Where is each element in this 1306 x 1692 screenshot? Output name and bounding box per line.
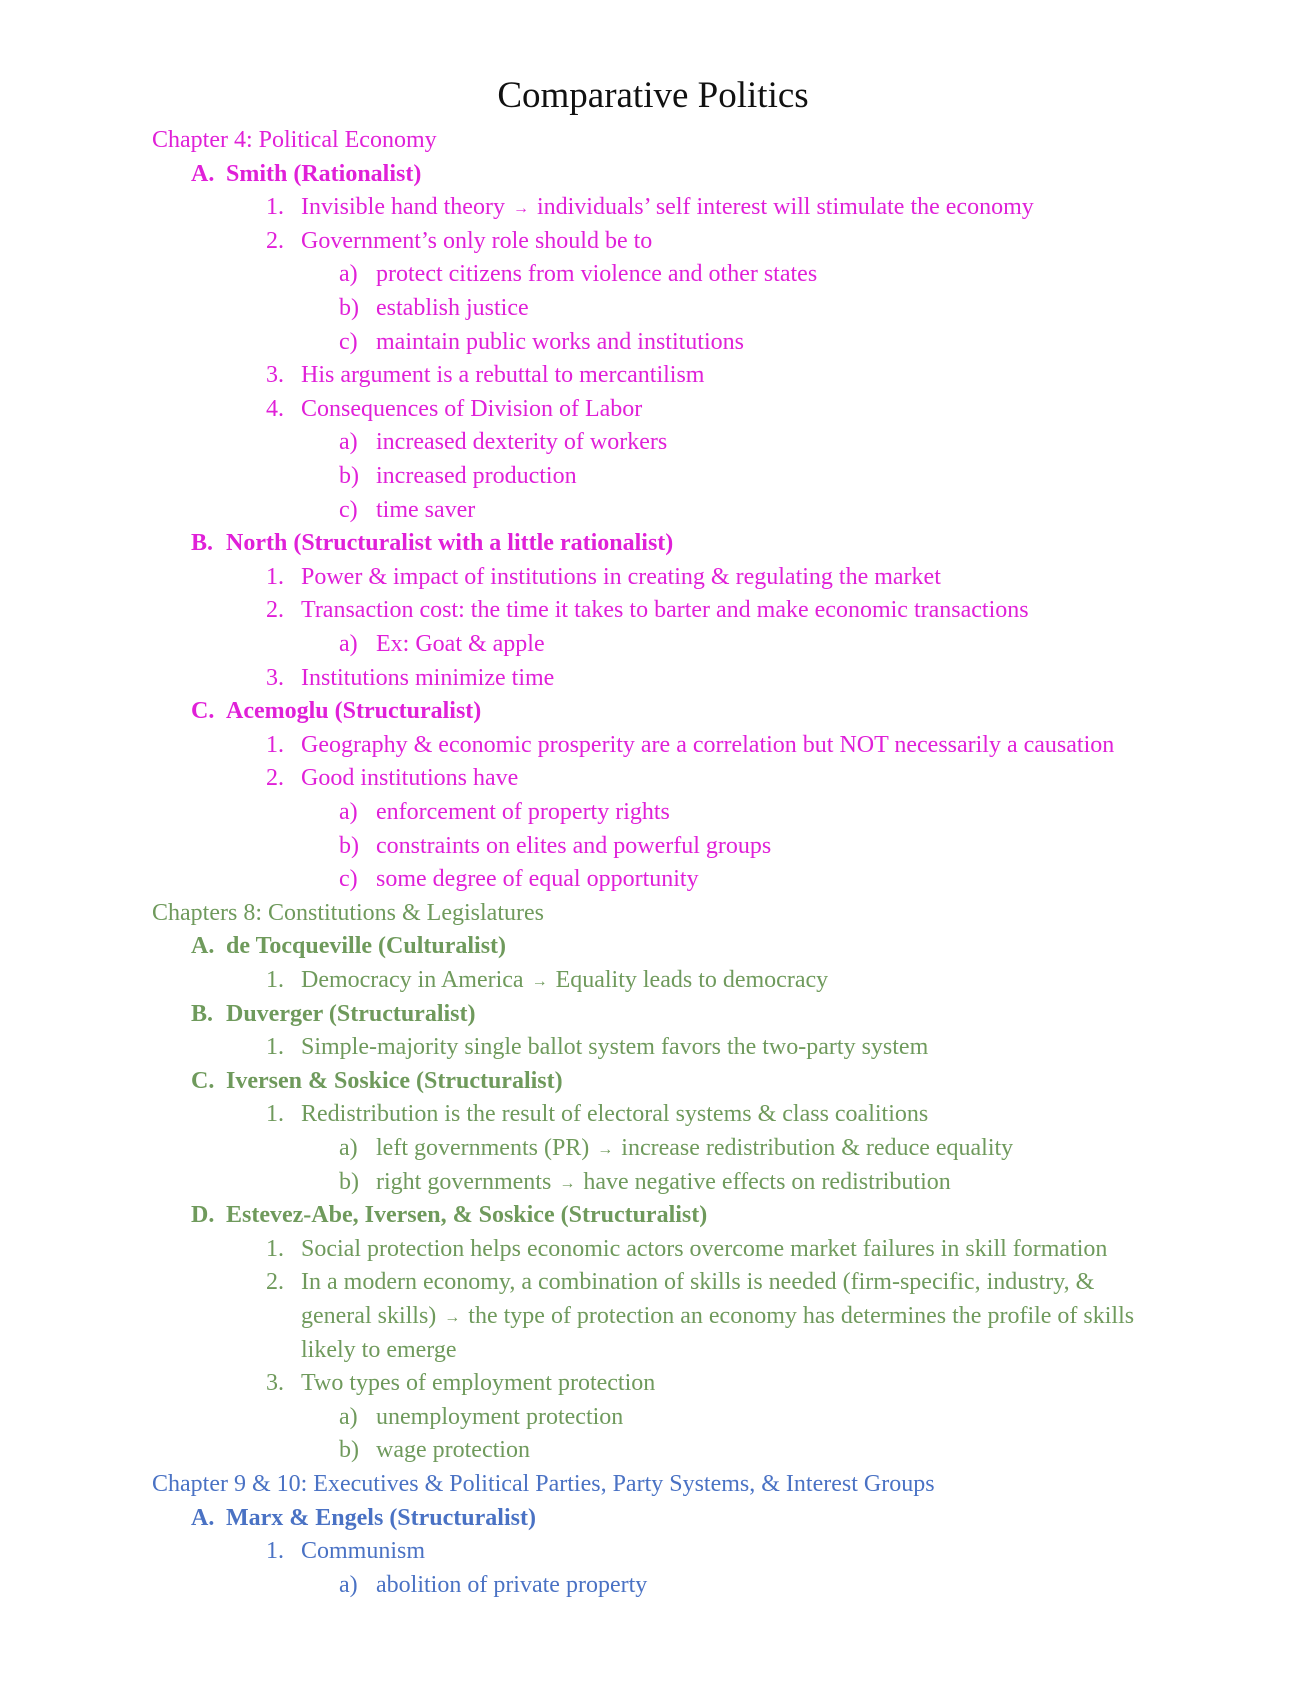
outline-text <box>301 358 704 392</box>
outline-text <box>301 1299 1134 1335</box>
outline-text-after-arrow: the type of protection an economy has determines the profile of skills <box>468 1303 1135 1329</box>
outline-text <box>301 560 941 594</box>
outline-marker: c) <box>339 496 358 523</box>
outline-marker: A. <box>191 933 215 960</box>
outline-text-main: Institutions minimize time <box>301 664 555 691</box>
outline-marker: b) <box>339 1437 359 1464</box>
outline-text-main: likely to emerge <box>301 1336 457 1363</box>
outline-marker: A. <box>191 1504 215 1531</box>
outline-text <box>376 862 699 896</box>
outline-text-main: Estevez-Abe, Iversen, & Soskice (Structuralist) <box>226 1202 708 1229</box>
outline-marker: 3. <box>266 664 284 691</box>
outline-text <box>301 224 652 258</box>
outline-marker: 1. <box>266 194 284 221</box>
outline-text <box>226 997 476 1031</box>
outline-text <box>376 493 475 527</box>
arrow-right-icon: → <box>531 973 548 990</box>
outline-text-main: unemployment protection <box>376 1403 624 1430</box>
outline-text-main: Marx & Engels (Structuralist) <box>226 1504 536 1531</box>
outline-marker: 2. <box>266 597 284 624</box>
document-title: Comparative Politics <box>497 75 809 116</box>
outline-marker: 2. <box>266 227 284 254</box>
outline-marker: a) <box>339 1135 358 1161</box>
outline-text-main: Social protection helps economic actors overcome market failures in skill formation <box>301 1235 1108 1262</box>
outline-text <box>376 627 545 661</box>
outline-marker: b) <box>339 832 359 859</box>
outline-marker: 1. <box>266 1235 284 1262</box>
outline-marker: b) <box>339 295 359 321</box>
outline-text-main: increased dexterity of workers <box>376 429 668 456</box>
outline-text-main: Acemoglu (Structuralist) <box>226 698 482 725</box>
outline-text <box>376 425 667 459</box>
outline-marker: a) <box>339 631 358 657</box>
outline-text <box>301 661 554 695</box>
outline-marker: 4. <box>266 395 284 422</box>
outline-marker: 2. <box>266 1269 284 1296</box>
outline-marker: 1. <box>266 1034 284 1061</box>
outline-text <box>376 1165 951 1201</box>
outline-text-main: enforcement of property rights <box>376 799 670 825</box>
outline-text-main: Consequences of Division of Labor <box>301 395 643 422</box>
outline-text <box>376 795 670 829</box>
outline-text <box>226 694 481 728</box>
outline-marker: a) <box>339 1571 358 1598</box>
outline-marker: 1. <box>266 1101 284 1128</box>
outline-text <box>226 929 506 963</box>
outline-text-main: His argument is a rebuttal to mercantilism <box>301 362 705 389</box>
outline-text <box>376 1568 647 1602</box>
outline-text-main: Ex: Goat & apple <box>376 631 545 657</box>
outline-marker: 1. <box>266 967 284 993</box>
outline-text <box>301 728 1114 762</box>
outline-text-main: Iversen & Soskice (Structuralist) <box>226 1067 563 1094</box>
outline-text-main: Democracy in America <box>301 967 524 993</box>
outline-text <box>226 1064 563 1098</box>
outline-marker: b) <box>339 1168 359 1195</box>
outline-text <box>376 1433 530 1467</box>
outline-text-after-arrow: have negative effects on redistribution <box>583 1168 951 1195</box>
outline-text-main: Redistribution is the result of electoral systems & class coalitions <box>301 1101 929 1128</box>
outline-text <box>226 1198 707 1232</box>
outline-marker: 3. <box>266 362 284 389</box>
outline-text-main: de Tocqueville (Culturalist) <box>226 933 507 960</box>
outline-text <box>376 257 817 291</box>
outline-text-main: abolition of private property <box>376 1571 648 1598</box>
outline-text <box>301 1030 928 1064</box>
outline-marker: a) <box>339 1403 358 1430</box>
outline-marker: D. <box>191 1202 215 1229</box>
outline-marker: 3. <box>266 1370 284 1397</box>
outline-text <box>301 1534 425 1568</box>
outline-marker: a) <box>339 429 358 456</box>
outline-text-main: Simple-majority single ballot system favors the two-party system <box>301 1034 929 1061</box>
arrow-right-icon: → <box>559 1174 576 1192</box>
outline-text-main: protect citizens from violence and other states <box>376 261 818 288</box>
arrow-right-icon: → <box>512 200 529 218</box>
outline-text <box>152 123 437 157</box>
outline-text-main: Smith (Rationalist) <box>226 160 422 187</box>
outline-text <box>376 325 744 359</box>
outline-marker: C. <box>191 698 215 725</box>
outline-text-main: time saver <box>376 496 476 523</box>
outline-text-after-arrow: individuals’ self interest will stimulate the economy <box>536 194 1034 221</box>
outline-text <box>301 392 642 426</box>
outline-text-main: Chapter 4: Political Economy <box>152 127 437 153</box>
outline-marker: B. <box>191 1000 214 1027</box>
outline-text-after-arrow: Equality leads to democracy <box>555 967 829 993</box>
outline-marker: 1. <box>266 563 284 590</box>
outline-marker: a) <box>339 799 358 825</box>
outline-text-main: Chapters 8: Constitutions & Legislatures <box>152 899 544 926</box>
outline-text <box>376 1131 1013 1167</box>
outline-marker: a) <box>339 261 358 288</box>
outline-text-main: establish justice <box>376 295 529 321</box>
outline-marker: b) <box>339 463 359 489</box>
outline-text <box>301 761 518 795</box>
outline-text <box>152 1467 935 1501</box>
outline-text-after-arrow: increase redistribution & reduce equality <box>621 1135 1014 1161</box>
outline-text-main: North (Structuralist with a little rationalist) <box>226 530 674 557</box>
outline-text-main: Duverger (Structuralist) <box>226 1000 476 1027</box>
outline-text-main: wage protection <box>376 1437 530 1464</box>
outline-text-main: general skills) <box>301 1303 437 1329</box>
outline-text <box>376 829 771 863</box>
outline-text <box>301 1232 1107 1266</box>
outline-text <box>301 1097 928 1131</box>
outline-text-main: Two types of employment protection <box>301 1370 656 1397</box>
outline-text-main: Geography & economic prosperity are a correlation but NOT necessarily a causation <box>301 731 1115 758</box>
arrow-right-icon: → <box>597 1141 614 1158</box>
outline-text <box>226 1501 536 1535</box>
outline-text-main: left governments (PR) <box>376 1135 590 1161</box>
outline-marker: 1. <box>266 731 284 758</box>
outline-marker: A. <box>191 160 215 187</box>
outline-text <box>226 526 673 560</box>
outline-marker: c) <box>339 328 358 355</box>
outline-marker: 2. <box>266 765 284 792</box>
outline-text-main: increased production <box>376 463 577 489</box>
outline-text <box>226 157 421 191</box>
outline-text <box>376 291 529 325</box>
outline-marker: B. <box>191 530 214 557</box>
outline-text <box>376 1400 623 1434</box>
outline-text-main: Power & impact of institutions in creating & regulating the market <box>301 563 941 590</box>
outline-text <box>301 593 1029 627</box>
outline-text <box>301 1366 655 1400</box>
outline-text <box>301 963 828 999</box>
outline-text-main: Chapter 9 & 10: Executives & Political Parties, Party Systems, & Interest Groups <box>152 1471 935 1497</box>
arrow-right-icon: → <box>444 1309 461 1326</box>
outline-text <box>376 459 577 493</box>
outline-text-main: right governments <box>376 1168 552 1195</box>
outline-text-main: Communism <box>301 1538 426 1565</box>
outline-text <box>301 1333 457 1367</box>
outline-text-main: Good institutions have <box>301 765 519 792</box>
outline-text-main: maintain public works and institutions <box>376 328 744 355</box>
outline-text <box>152 896 544 930</box>
outline-text-main: Transaction cost: the time it takes to barter and make economic transactions <box>301 597 1029 624</box>
outline-marker: C. <box>191 1067 215 1094</box>
outline-text <box>301 1265 1094 1299</box>
outline-text-main: constraints on elites and powerful groups <box>376 832 772 859</box>
outline-text-main: Government’s only role should be to <box>301 227 653 254</box>
outline-marker: 1. <box>266 1538 284 1565</box>
outline-marker: c) <box>339 866 358 893</box>
outline-text-main: Invisible hand theory <box>301 194 505 221</box>
outline-text-main: In a modern economy, a combination of skills is needed (firm-specific, industry, & <box>301 1269 1095 1296</box>
outline-text <box>301 190 1034 226</box>
outline-text-main: some degree of equal opportunity <box>376 866 699 893</box>
